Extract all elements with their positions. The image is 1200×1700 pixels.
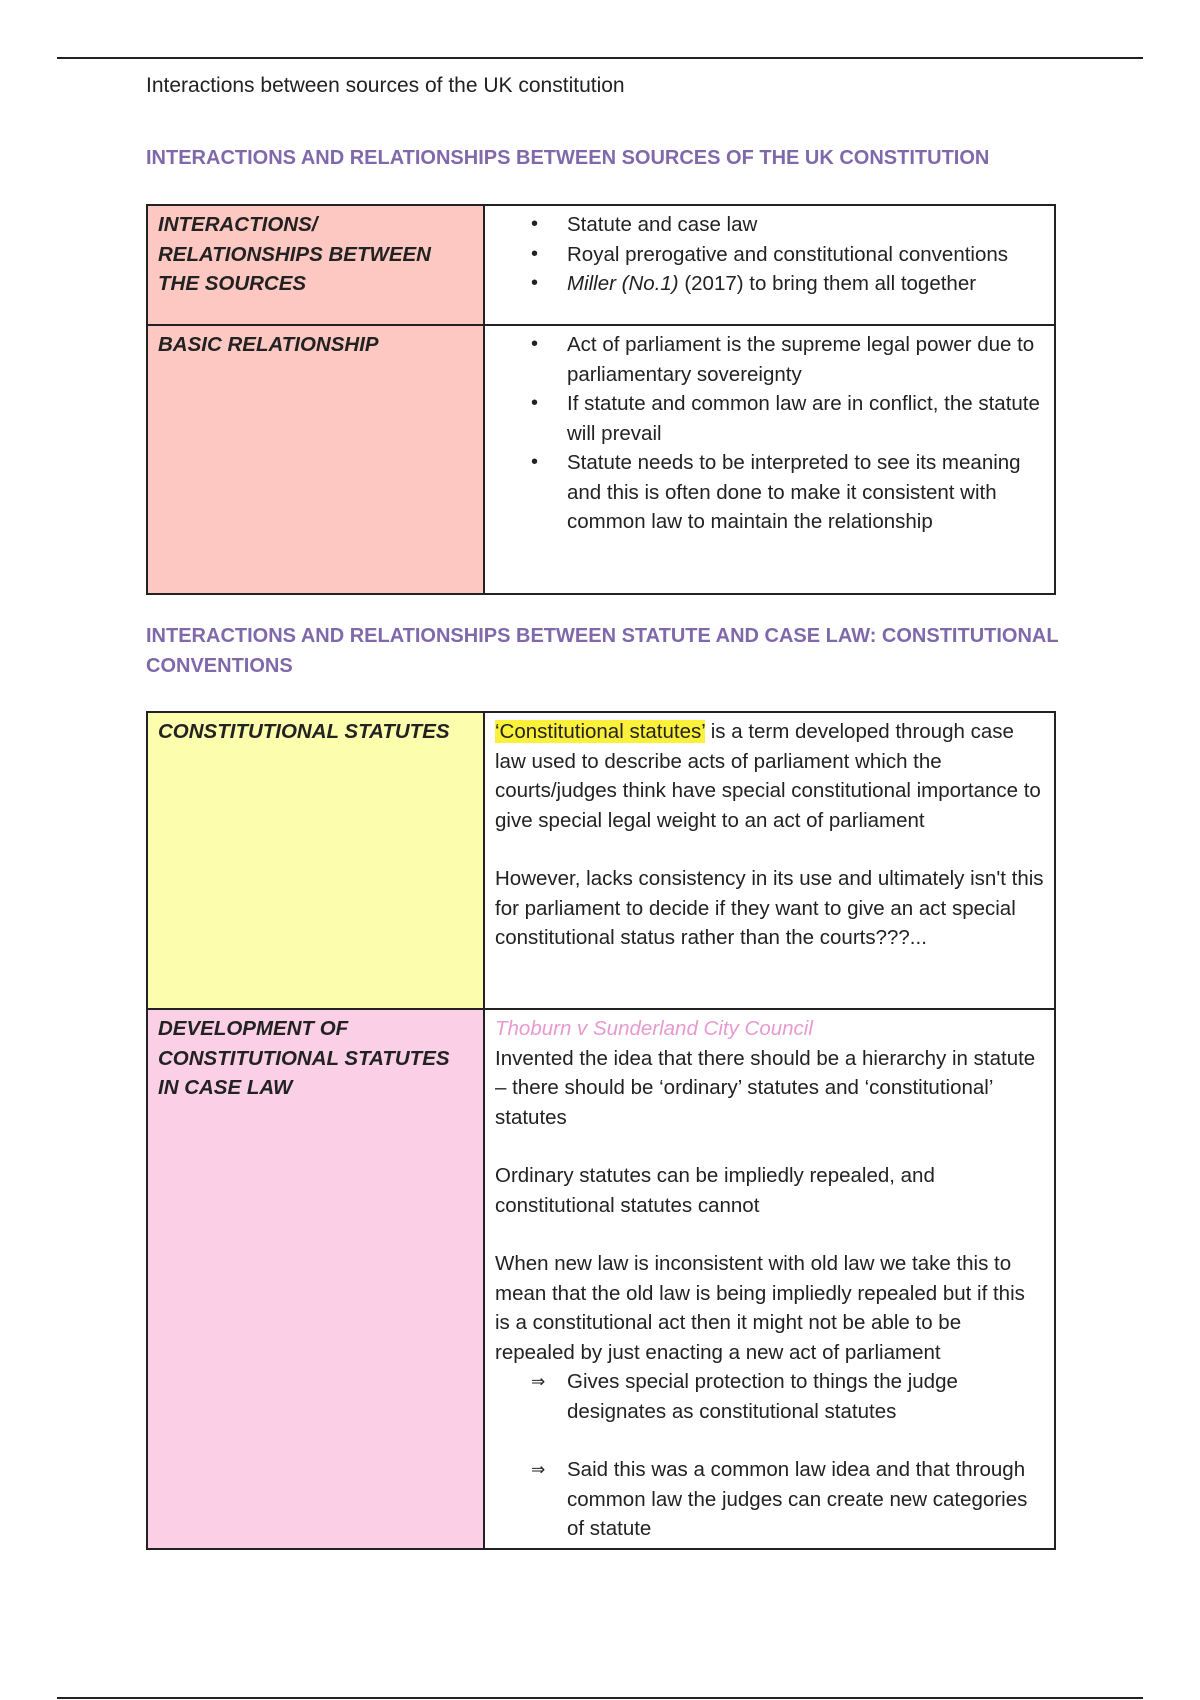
spacer xyxy=(495,1132,1044,1161)
list-item: • Act of parliament is the supreme legal power due to parliamentary sovereignty xyxy=(495,330,1044,389)
paragraph xyxy=(495,717,1044,835)
row-content-constitutional-statutes xyxy=(484,712,1055,1009)
section-heading-sources: INTERACTIONS AND RELATIONSHIPS BETWEEN SOURCES OF THE UK CONSTITUTION xyxy=(146,147,990,169)
list-item-text: Gives special protection to things the judge designates as constitutional statutes xyxy=(567,1370,958,1423)
right-arrow-icon: ⇒ xyxy=(531,1460,546,1479)
list-item: • If statute and common law are in conflict, the statute will prevail xyxy=(495,389,1044,448)
list-item: • Statute needs to be interpreted to see its meaning and this is often done to make it consistent with common law to maintain the relationship xyxy=(495,448,1044,537)
highlighted-term: ‘Constitutional statutes’ xyxy=(495,720,706,743)
list-item xyxy=(495,1367,1044,1426)
list-item: • Statute and case law xyxy=(495,210,1044,240)
paragraph-text: is a term developed through case law used to describe acts of parliament which the courts/judges think have special constitutional importance to give special legal weight to an act of parliament xyxy=(495,720,1041,832)
row-label-development: DEVELOPMENT OF CONSTITUTIONAL STATUTES IN CASE LAW xyxy=(147,1009,484,1549)
bullet-list xyxy=(495,330,1044,537)
statutes-table xyxy=(146,711,1056,1550)
paragraph: However, lacks consistency in its use and ultimately isn't this for parliament to decide if they want to give an act special constitutional status rather than the courts???... xyxy=(495,867,1044,949)
table-row xyxy=(147,1009,1055,1549)
list-item xyxy=(495,1455,1044,1544)
case-reference: Miller (No.1) xyxy=(567,272,679,295)
spacer xyxy=(495,1220,1044,1249)
document-header: Interactions between sources of the UK constitution xyxy=(146,74,625,97)
row-content-interactions xyxy=(484,205,1055,325)
paragraph: Invented the idea that there should be a hierarchy in statute – there should be ‘ordinary’ statutes and ‘constitutional’ statutes xyxy=(495,1046,1036,1129)
paragraph: Ordinary statutes can be impliedly repealed, and constitutional statutes cannot xyxy=(495,1164,935,1217)
table-row xyxy=(147,205,1055,325)
section-heading-statute-case-law: INTERACTIONS AND RELATIONSHIPS BETWEEN STATUTE AND CASE LAW: CONSTITUTIONAL CONVENTIONS xyxy=(146,625,1059,677)
list-item-text: (2017) to bring them all together xyxy=(678,272,977,295)
sources-table xyxy=(146,204,1056,595)
paragraph: When new law is inconsistent with old law we take this to mean that the old law is being impliedly repealed but if this is a constitutional act then it might not be able to be repealed by just enacting a new act of parliament xyxy=(495,1252,1025,1364)
right-arrow-icon: ⇒ xyxy=(531,1372,546,1391)
row-label-basic-relationship: BASIC RELATIONSHIP xyxy=(147,325,484,594)
row-label-constitutional-statutes: CONSTITUTIONAL STATUTES xyxy=(147,712,484,1009)
list-item-text: Said this was a common law idea and that through common law the judges can create new categories of statute xyxy=(567,1458,1028,1540)
row-label-interactions: INTERACTIONS/ RELATIONSHIPS BETWEEN THE SOURCES xyxy=(147,205,484,325)
table-row xyxy=(147,712,1055,1009)
bottom-rule xyxy=(57,1697,1143,1699)
case-name: Thoburn v Sunderland City Council xyxy=(495,1017,813,1040)
top-rule xyxy=(57,57,1143,59)
row-content-basic-relationship xyxy=(484,325,1055,594)
list-item xyxy=(495,269,1044,299)
arrow-list xyxy=(495,1367,1044,1544)
row-content-development xyxy=(484,1009,1055,1549)
table-row xyxy=(147,325,1055,594)
list-item: • Royal prerogative and constitutional conventions xyxy=(495,240,1044,270)
bullet-list xyxy=(495,210,1044,299)
spacer xyxy=(495,835,1044,864)
